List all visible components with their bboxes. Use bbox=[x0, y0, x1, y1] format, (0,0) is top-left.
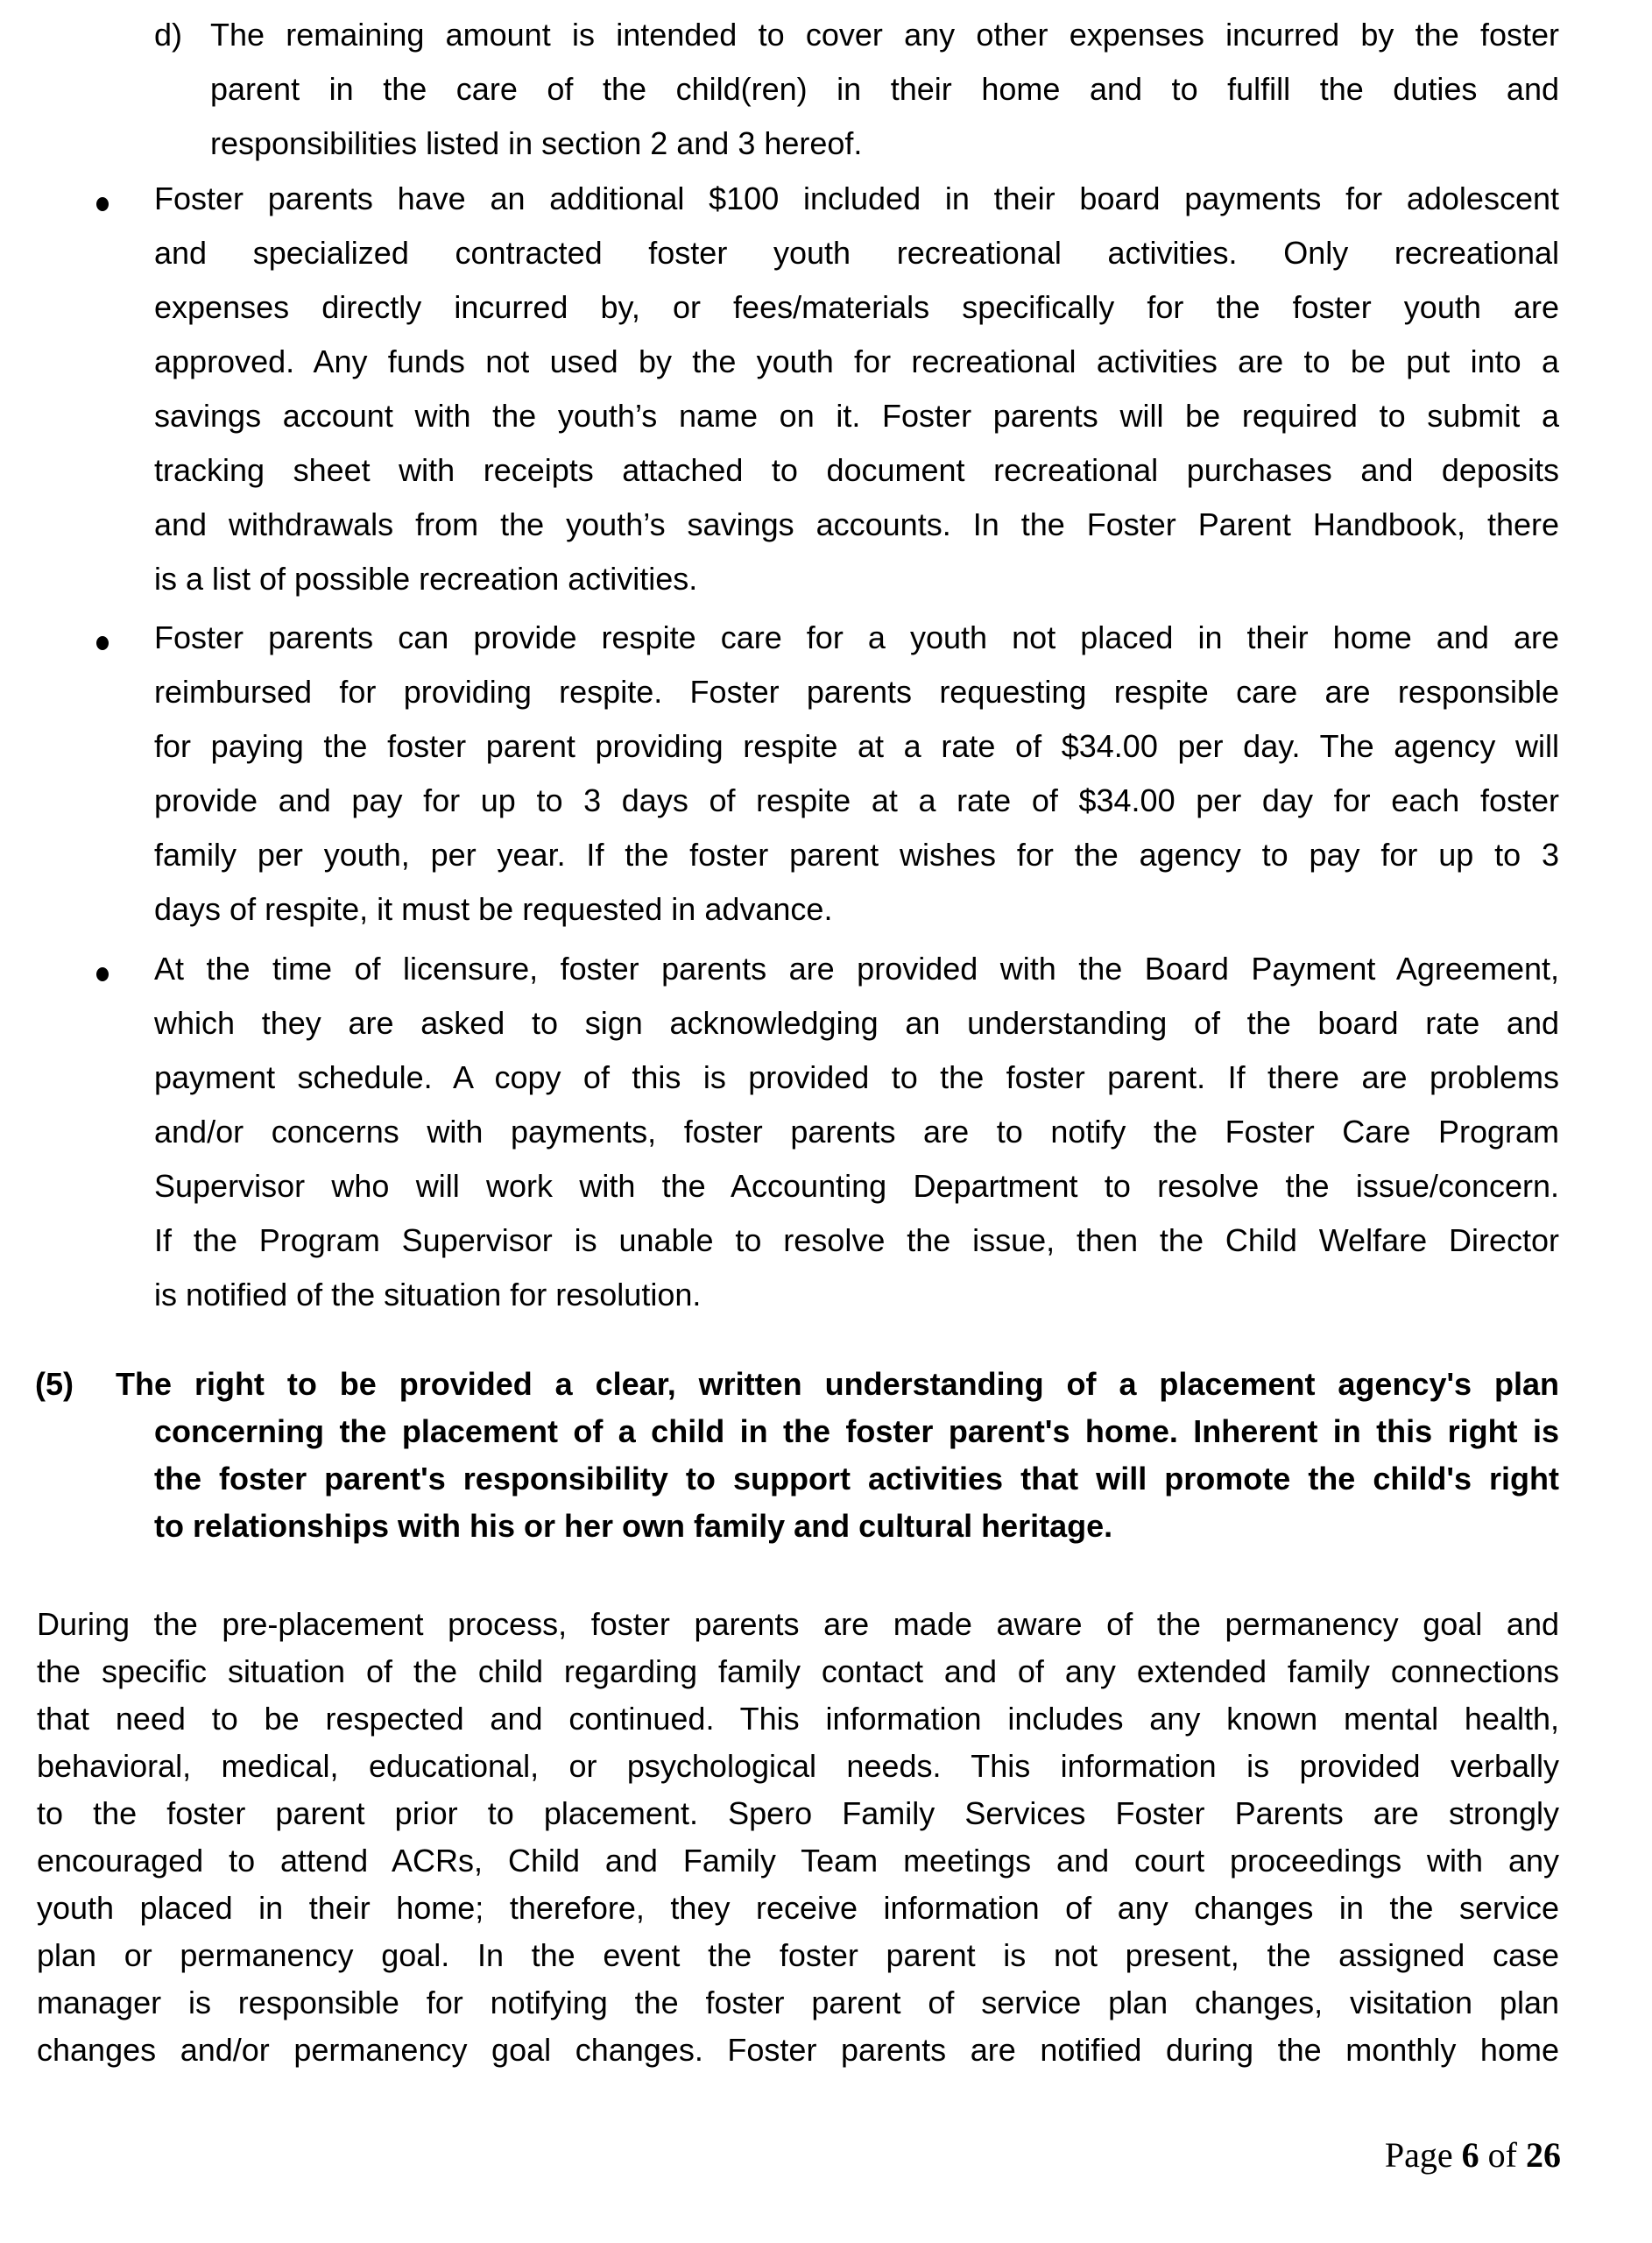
item-text-line: responsibilities listed in section 2 and 3 hereof. bbox=[210, 125, 863, 161]
paragraph-line: During the pre-placement process, foster parents are made aware of the permanency goal and bbox=[37, 1606, 1559, 1642]
bullet-text-line: Supervisor who will work with the Accounting Department to resolve the issue/concern. bbox=[154, 1168, 1559, 1204]
bullet-icon bbox=[96, 967, 109, 981]
paragraph-line: encouraged to attend ACRs, Child and Family Team meetings and court proceedings with any bbox=[37, 1843, 1559, 1879]
paragraph-line: plan or permanency goal. In the event the foster parent is not present, the assigned case bbox=[37, 1937, 1559, 1973]
bullet-text-line: If the Program Supervisor is unable to resolve the issue, then the Child Welfare Director bbox=[154, 1222, 1559, 1258]
bullet-text-line: and/or concerns with payments, foster parents are to notify the Foster Care Program bbox=[154, 1114, 1559, 1150]
bullet-text-line: and specialized contracted foster youth recreational activities. Only recreational bbox=[154, 235, 1559, 271]
of-word: of bbox=[1487, 2135, 1517, 2175]
bullet-text-line: payment schedule. A copy of this is provided to the foster parent. If there are problems bbox=[154, 1059, 1559, 1095]
section-number: (5) bbox=[35, 1366, 74, 1402]
bullet-text-line: savings account with the youth’s name on it. Foster parents will be required to submit a bbox=[154, 398, 1559, 434]
page-number-footer bbox=[1385, 2134, 1561, 2176]
paragraph-line: manager is responsible for notifying the foster parent of service plan changes, visitation plan bbox=[37, 1985, 1559, 2020]
bullet-text-line: days of respite, it must be requested in advance. bbox=[154, 891, 833, 927]
page-current: 6 bbox=[1461, 2135, 1479, 2175]
bullet-text-line: At the time of licensure, foster parents are provided with the Board Payment Agreement, bbox=[154, 951, 1559, 987]
bullet-text-line: Foster parents have an additional $100 included in their board payments for adolescent bbox=[154, 180, 1559, 216]
item-label: d) bbox=[154, 17, 183, 53]
paragraph-line: changes and/or permanency goal changes. Foster parents are notified during the monthly home bbox=[37, 2032, 1559, 2068]
bullet-text-line: is notified of the situation for resolution. bbox=[154, 1277, 702, 1313]
section-heading-line: to relationships with his or her own family and cultural heritage. bbox=[154, 1508, 1113, 1544]
bullet-text-line: family per youth, per year. If the foster parent wishes for the agency to pay for up to 3 bbox=[154, 837, 1559, 873]
page-total: 26 bbox=[1526, 2135, 1561, 2175]
section-heading-line: concerning the placement of a child in the foster parent's home. Inherent in this right is bbox=[154, 1413, 1559, 1449]
item-text-line: The remaining amount is intended to cover any other expenses incurred by the foster bbox=[210, 17, 1559, 53]
section-heading-line: The right to be provided a clear, written understanding of a placement agency's plan bbox=[116, 1366, 1559, 1402]
paragraph-line: behavioral, medical, educational, or psychological needs. This information is provided verbally bbox=[37, 1748, 1559, 1784]
paragraph-line: youth placed in their home; therefore, they receive information of any changes in the service bbox=[37, 1890, 1559, 1926]
section-heading-line: the foster parent's responsibility to support activities that will promote the child's right bbox=[154, 1461, 1559, 1497]
paragraph-line: to the foster parent prior to placement. Spero Family Services Foster Parents are strongly bbox=[37, 1795, 1559, 1831]
bullet-text-line: Foster parents can provide respite care for a youth not placed in their home and are bbox=[154, 619, 1559, 655]
bullet-text-line: which they are asked to sign acknowledging an understanding of the board rate and bbox=[154, 1005, 1559, 1041]
paragraph-line: the specific situation of the child regarding family contact and of any extended family connections bbox=[37, 1653, 1559, 1689]
bullet-icon bbox=[96, 636, 109, 650]
page-word: Page bbox=[1384, 2135, 1453, 2175]
paragraph-line: that need to be respected and continued. This information includes any known mental health, bbox=[37, 1701, 1559, 1737]
bullet-icon bbox=[96, 197, 109, 211]
bullet-text-line: provide and pay for up to 3 days of respite at a rate of $34.00 per day for each foster bbox=[154, 782, 1559, 818]
bullet-text-line: approved. Any funds not used by the youth for recreational activities are to be put into a bbox=[154, 343, 1559, 379]
bullet-text-line: expenses directly incurred by, or fees/materials specifically for the foster youth are bbox=[154, 289, 1559, 325]
bullet-text-line: and withdrawals from the youth’s savings accounts. In the Foster Parent Handbook, there bbox=[154, 506, 1559, 542]
item-text-line: parent in the care of the child(ren) in their home and to fulfill the duties and bbox=[210, 71, 1559, 107]
bullet-text-line: reimbursed for providing respite. Foster parents requesting respite care are responsible bbox=[154, 674, 1559, 710]
bullet-text-line: is a list of possible recreation activities. bbox=[154, 561, 698, 597]
bullet-text-line: for paying the foster parent providing respite at a rate of $34.00 per day. The agency will bbox=[154, 728, 1559, 764]
bullet-text-line: tracking sheet with receipts attached to document recreational purchases and deposits bbox=[154, 452, 1559, 488]
